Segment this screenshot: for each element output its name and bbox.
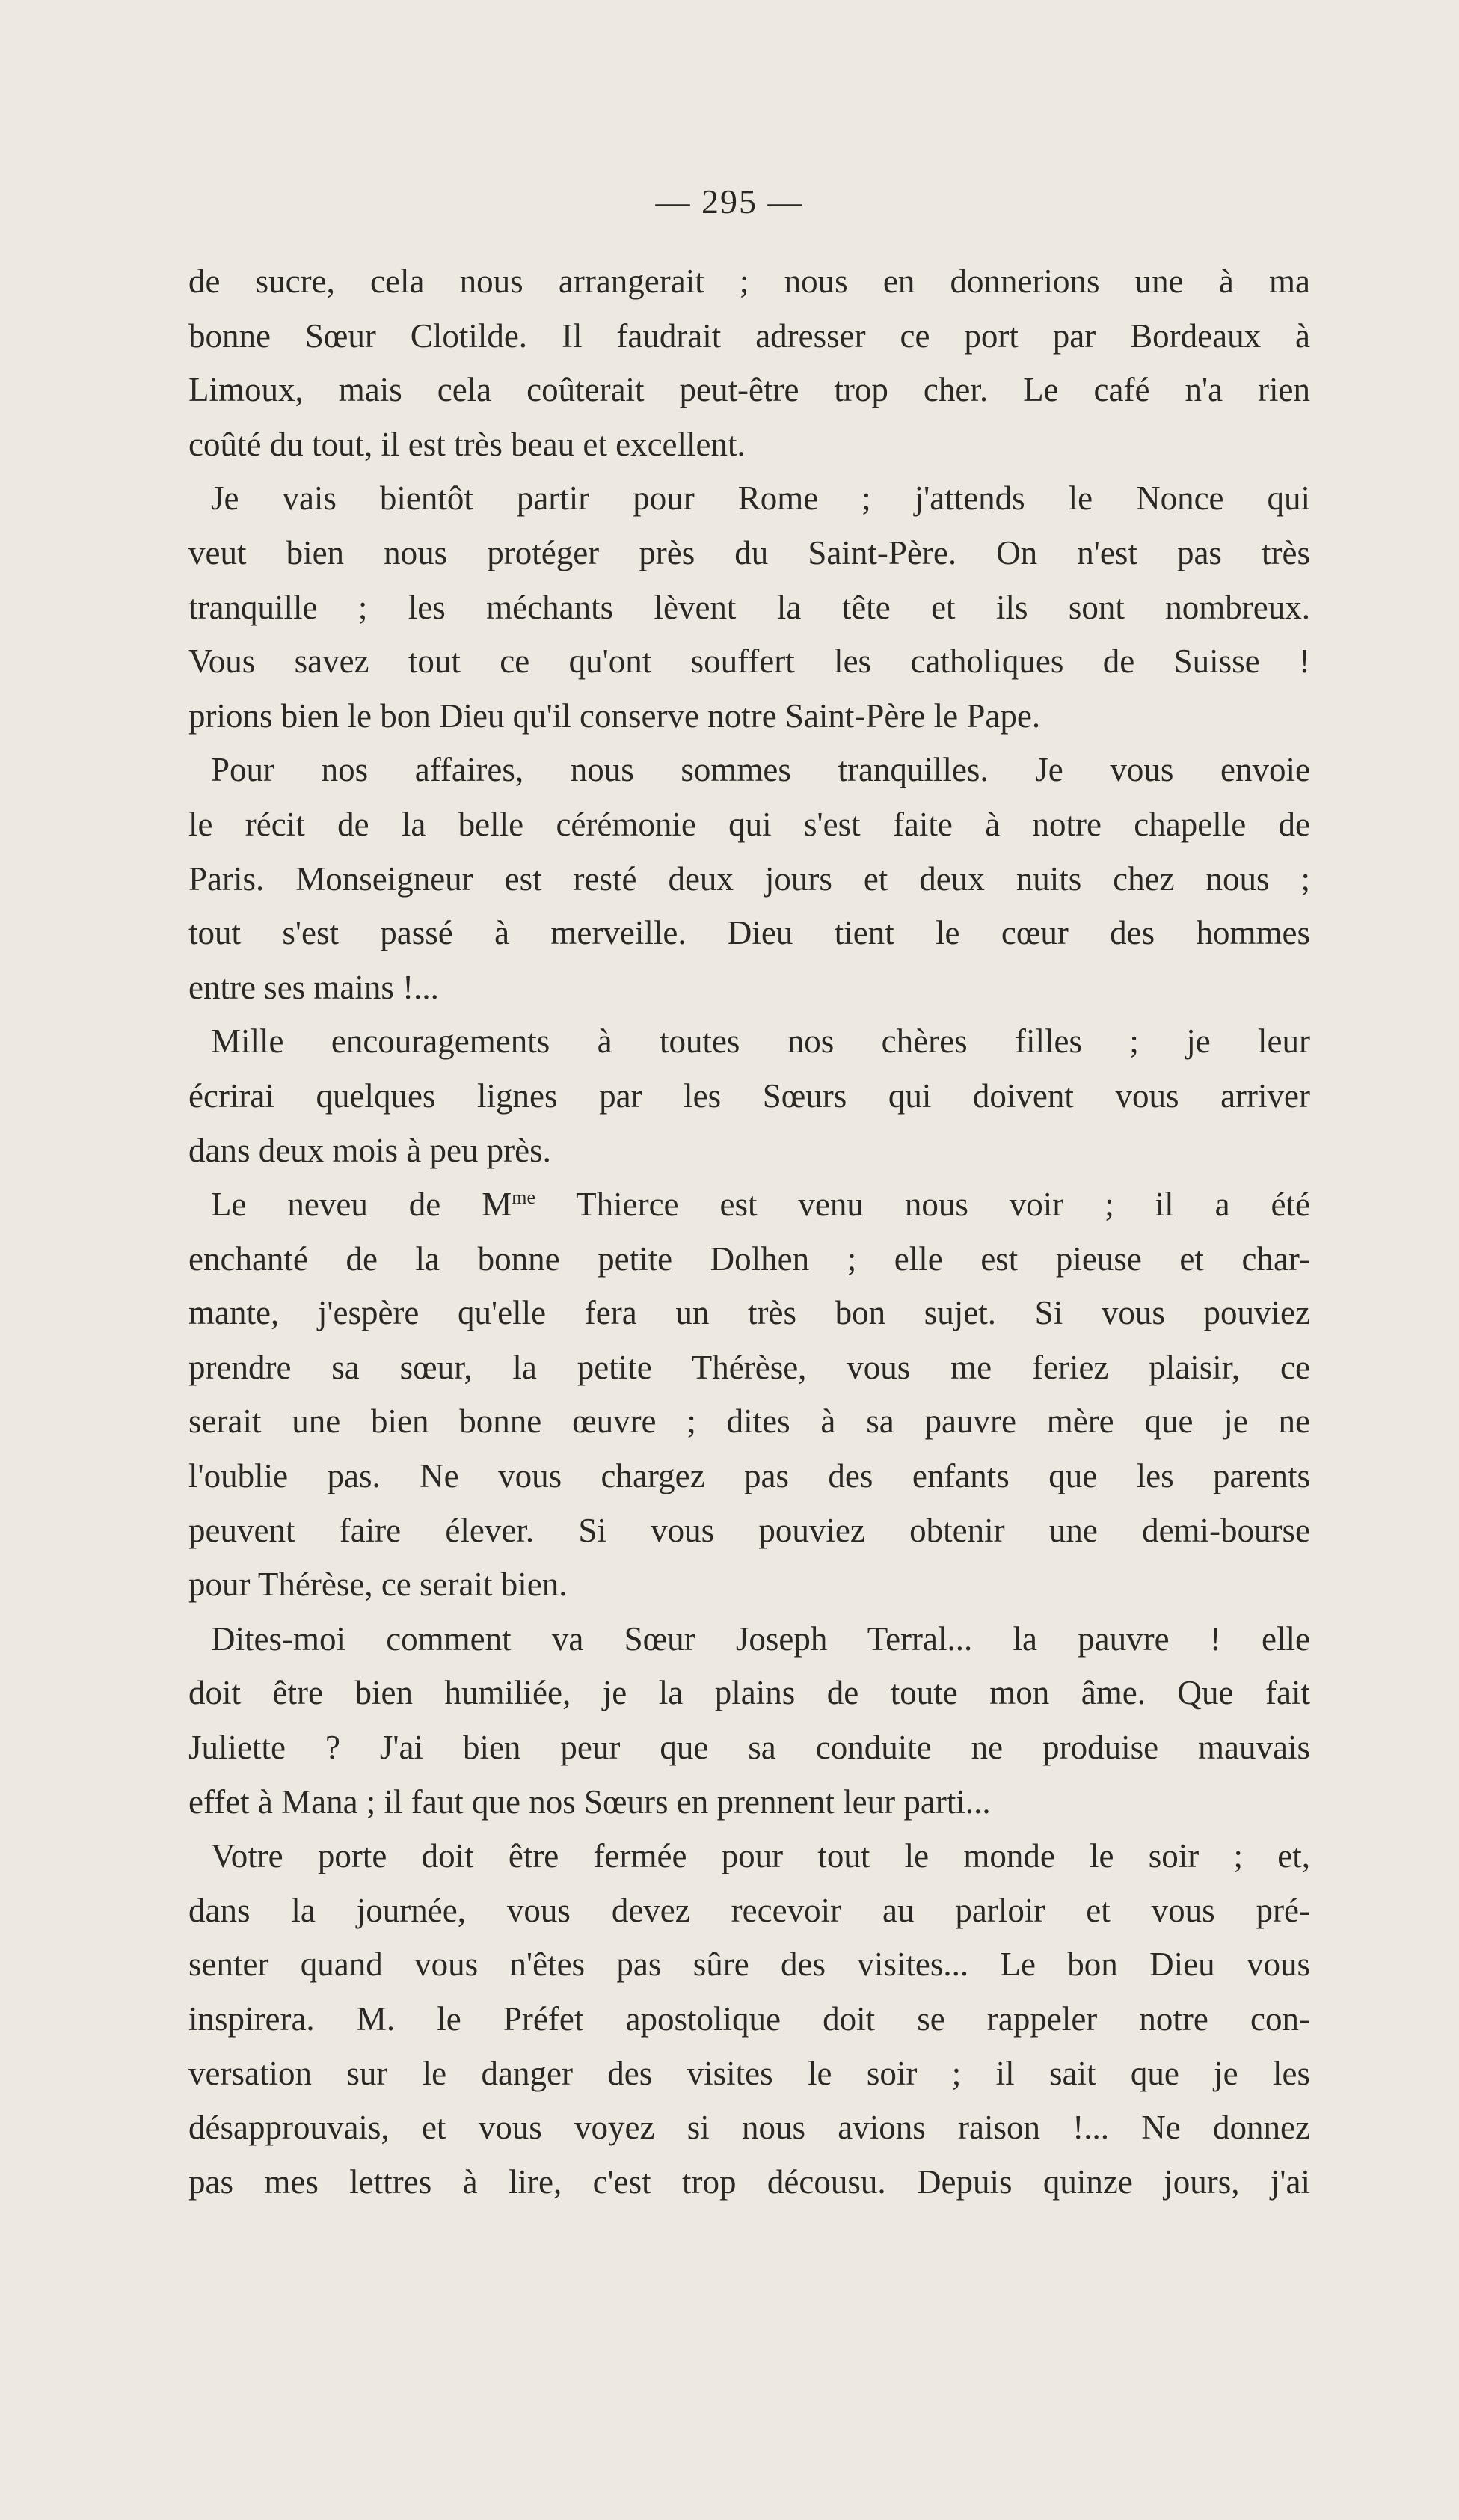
text-line: coûté du tout, il est très beau et excellent. [188, 425, 746, 463]
text-line: serait une bien bonne œuvre ; dites à sa pauvre mère que je ne [188, 1402, 1310, 1441]
text-line: senter quand vous n'êtes pas sûre des visites... Le bon Dieu vous [188, 1946, 1310, 1984]
text-line: l'oublie pas. Ne vous chargez pas des enfants que les parents [188, 1457, 1310, 1495]
text-line: Le neveu de $M^{me}$ Thierce est venu nous voir ; il a été [211, 1186, 1310, 1224]
text-line: prendre sa sœur, la petite Thérèse, vous me feriez plaisir, ce [188, 1348, 1310, 1386]
text-line: Paris. Monseigneur est resté deux jours et deux nuits chez nous ; [188, 859, 1310, 898]
text-line: peuvent faire élever. Si vous pouviez obtenir une demi-bourse [188, 1511, 1310, 1549]
text-line: entre ses mains !... [188, 968, 439, 1006]
text-line: écrirai quelques lignes par les Sœurs qui doivent vous arriver [188, 1076, 1310, 1115]
text-line: pour Thérèse, ce serait bien. [188, 1566, 568, 1604]
text-line: dans la journée, vous devez recevoir au parloir et vous pré- [188, 1891, 1310, 1929]
text-line: enchanté de la bonne petite Dolhen ; elle est pieuse et char- [188, 1239, 1310, 1278]
text-line: Je vais bientôt partir pour Rome ; j'attends le Nonce qui [211, 479, 1310, 518]
text-line: le récit de la belle cérémonie qui s'est faite à notre chapelle de [188, 805, 1310, 843]
text-line: Pour nos affaires, nous sommes tranquilles. Je vous envoie [211, 751, 1310, 789]
text-line: Juliette ? J'ai bien peur que sa conduite ne produise mauvais [188, 1729, 1310, 1767]
text-line: Mille encouragements à toutes nos chères filles ; je leur [211, 1023, 1310, 1061]
text-line: bonne Sœur Clotilde. Il faudrait adresser ce port par Bordeaux à [188, 316, 1310, 355]
text-line: effet à Mana ; il faut que nos Sœurs en prennent leur parti... [188, 1782, 991, 1821]
text-line: mante, j'espère qu'elle fera un très bon sujet. Si vous pouviez [188, 1294, 1310, 1332]
text-line: prions bien le bon Dieu qu'il conserve notre Saint-Père le Pape. [188, 696, 1041, 735]
text-line: pas mes lettres à lire, c'est trop décousu. Depuis quinze jours, j'ai [188, 2162, 1310, 2201]
body-text [188, 254, 1310, 2209]
text-line: inspirera. M. le Préfet apostolique doit se rappeler notre con- [188, 2000, 1310, 2038]
text-line: tout s'est passé à merveille. Dieu tient le cœur des hommes [188, 914, 1310, 952]
text-line: doit être bien humiliée, je la plains de toute mon âme. Que fait [188, 1674, 1310, 1712]
text-line: Votre porte doit être fermée pour tout le monde le soir ; et, [211, 1837, 1310, 1875]
text-line: désapprouvais, et vous voyez si nous avions raison !... Ne donnez [188, 2109, 1310, 2147]
page-number: — 295 — [655, 183, 804, 221]
text-line: Limoux, mais cela coûterait peut-être trop cher. Le café n'a rien [188, 371, 1310, 409]
text-line: veut bien nous protéger près du Saint-Père. On n'est pas très [188, 533, 1310, 571]
text-line: Dites-moi comment va Sœur Joseph Terral... la pauvre ! elle [211, 1619, 1310, 1658]
text-line: versation sur le danger des visites le soir ; il sait que je les [188, 2054, 1310, 2092]
text-line: de sucre, cela nous arrangerait ; nous en donnerions une à ma [188, 263, 1310, 300]
text-line: Vous savez tout ce qu'ont souffert les catholiques de Suisse ! [188, 643, 1310, 681]
text-line: dans deux mois à peu près. [188, 1131, 551, 1169]
text-line: tranquille ; les méchants lèvent la tête et ils sont nombreux. [188, 588, 1310, 626]
